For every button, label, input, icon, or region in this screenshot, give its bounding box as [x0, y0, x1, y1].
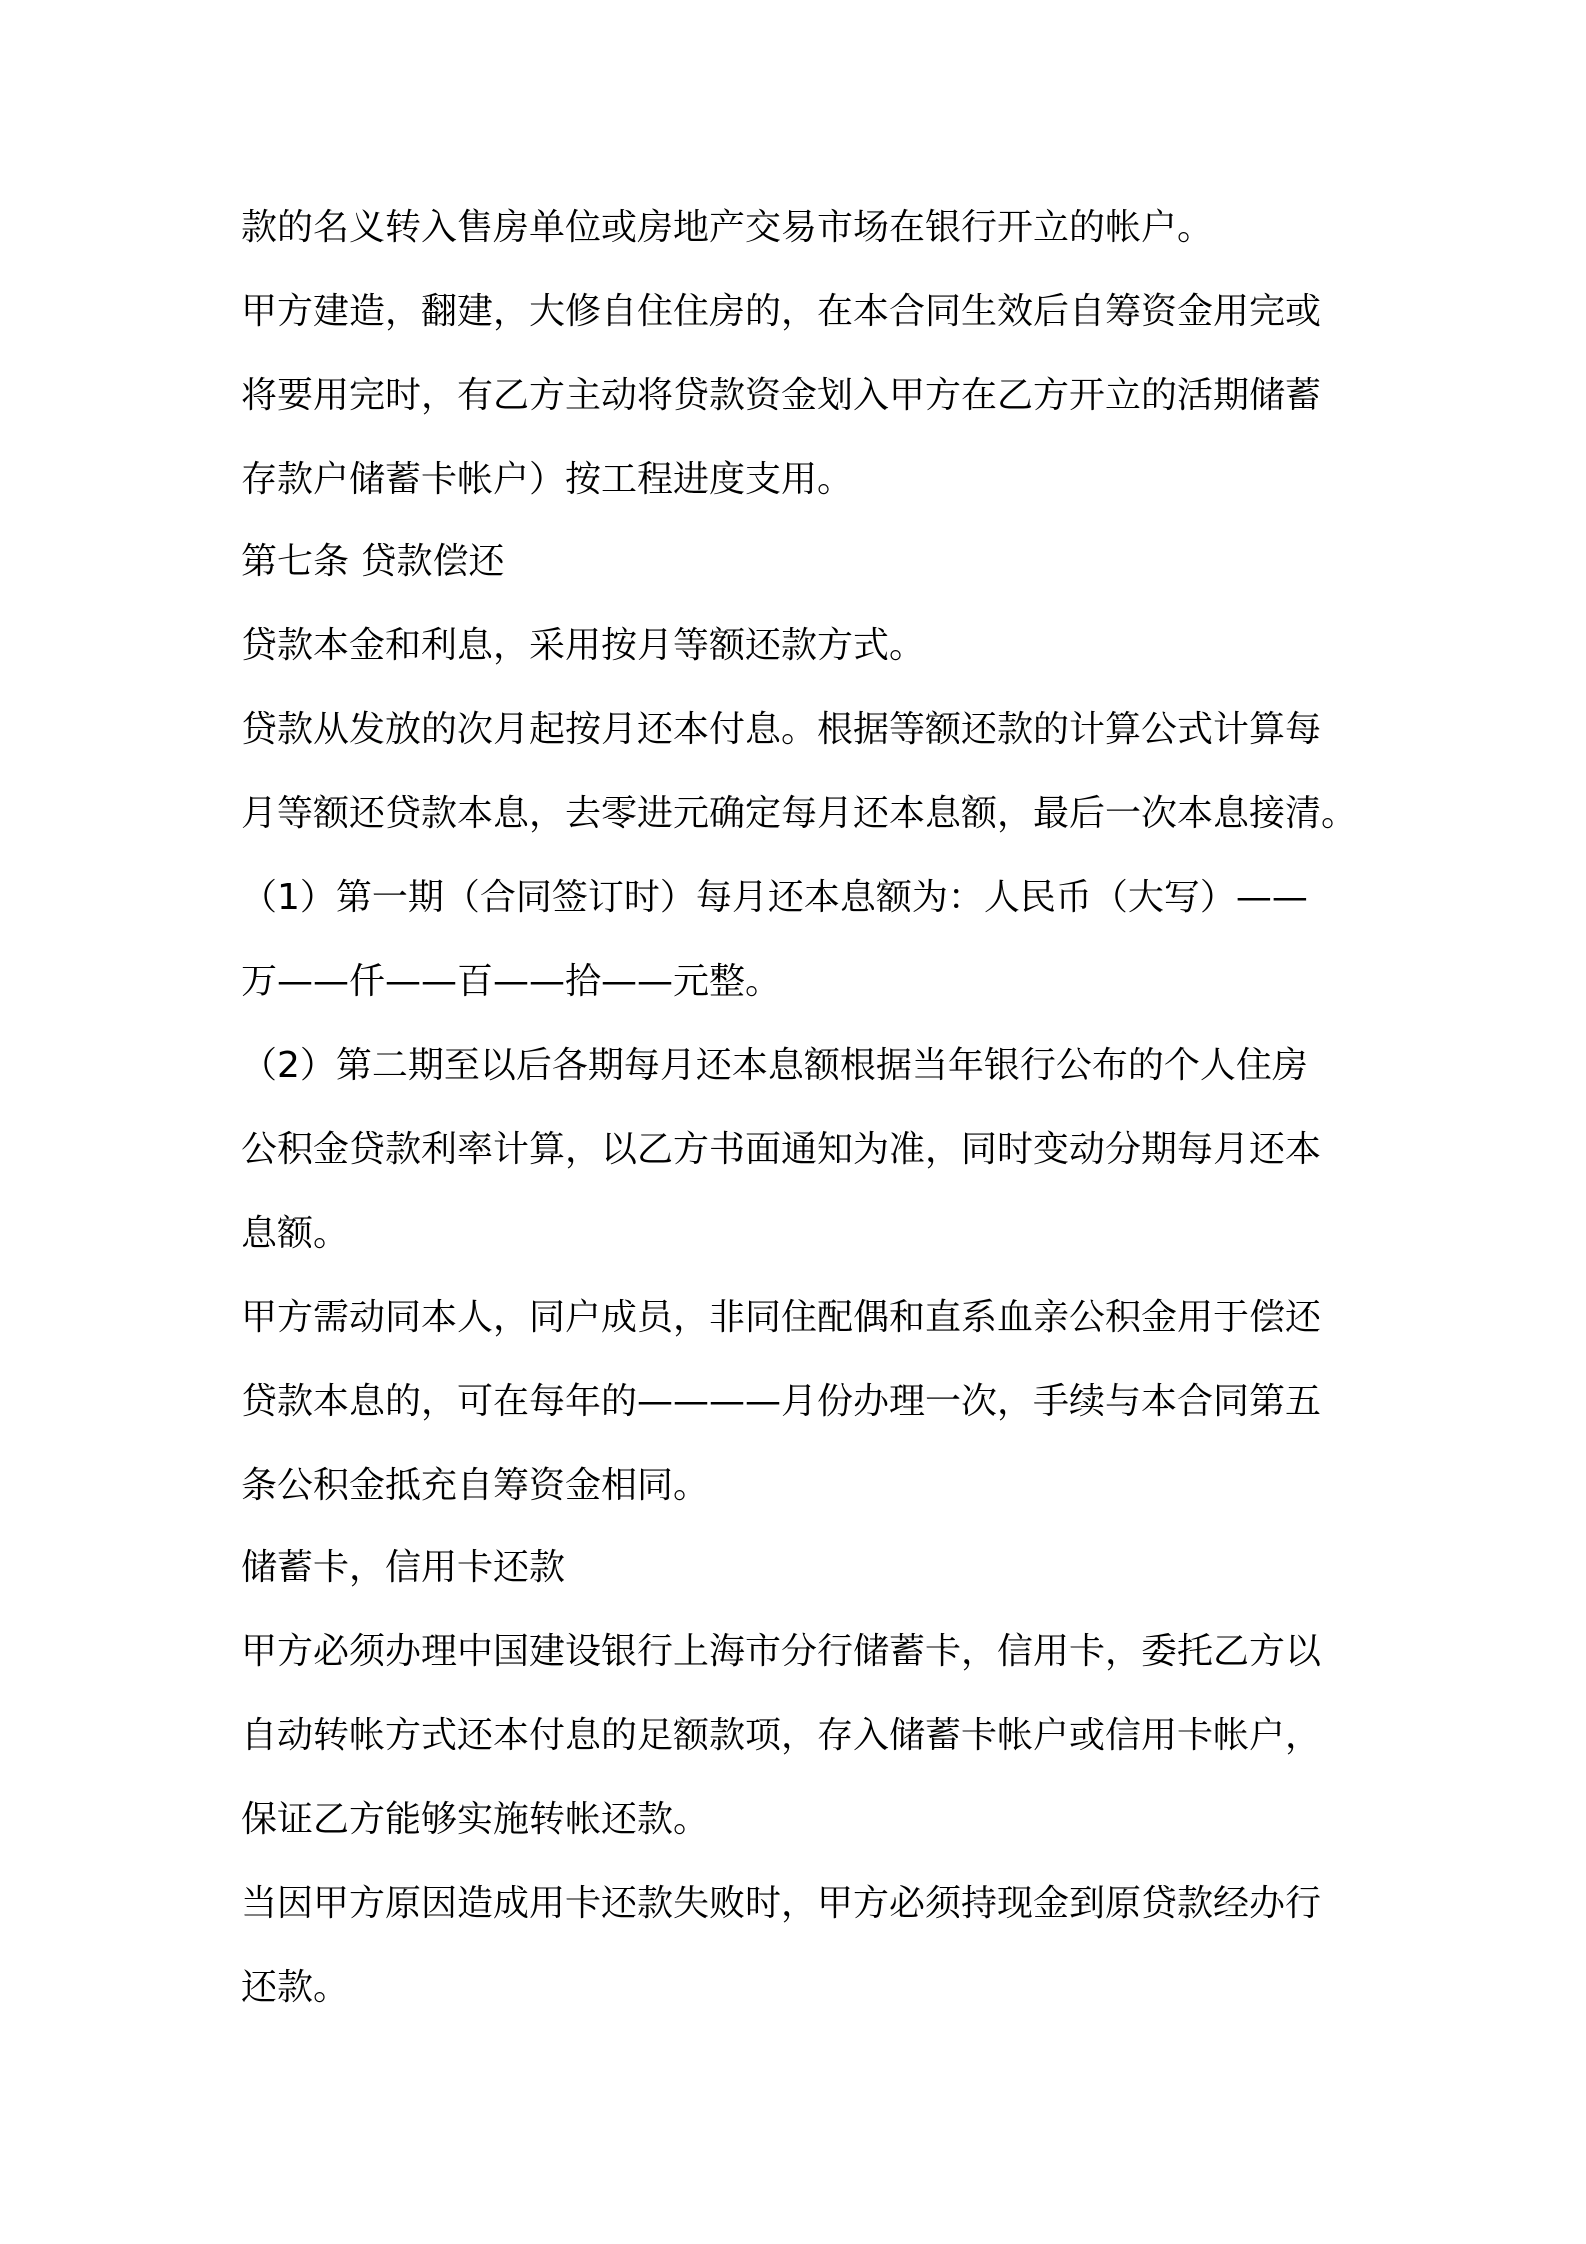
text-line: 保证乙方能够实施转帐还款。	[241, 1799, 710, 1840]
text-line: 还款。	[241, 1967, 350, 2008]
text-line: 万——仟——百——拾——元整。	[241, 961, 782, 1002]
text-line: （2）第二期至以后各期每月还本息额根据当年银行公布的个人住房	[241, 1045, 1308, 1086]
text-line: 存款户储蓄卡帐户）按工程进度支用。	[241, 459, 854, 500]
text-line: 款的名义转入售房单位或房地产交易市场在银行开立的帐户。	[241, 207, 1214, 248]
section-heading: 第七条 贷款偿还	[241, 541, 505, 582]
text-line: 贷款从发放的次月起按月还本付息。根据等额还款的计算公式计算每	[241, 709, 1322, 750]
text-line: 贷款本金和利息，采用按月等额还款方式。	[241, 625, 926, 666]
text-line: 月等额还贷款本息，去零进元确定每月还本息额，最后一次本息接清。	[241, 793, 1358, 834]
text-line: 自动转帐方式还本付息的足额款项，存入储蓄卡帐户或信用卡帐户，	[241, 1715, 1322, 1756]
text-line: 将要用完时，有乙方主动将贷款资金划入甲方在乙方开立的活期储蓄	[241, 375, 1322, 416]
text-line: 当因甲方原因造成用卡还款失败时，甲方必须持现金到原贷款经办行	[241, 1883, 1322, 1924]
text-line: 息额。	[241, 1213, 350, 1254]
section-heading: 储蓄卡，信用卡还款	[241, 1547, 566, 1588]
text-line: 公积金贷款利率计算，以乙方书面通知为准，同时变动分期每月还本	[241, 1129, 1322, 1170]
text-line: 甲方建造，翻建，大修自住住房的，在本合同生效后自筹资金用完或	[241, 291, 1322, 332]
text-line: 条公积金抵充自筹资金相同。	[241, 1465, 710, 1506]
text-line: 甲方必须办理中国建设银行上海市分行储蓄卡，信用卡，委托乙方以	[241, 1631, 1322, 1672]
text-line: 贷款本息的，可在每年的————月份办理一次，手续与本合同第五	[241, 1381, 1322, 1422]
text-line: （1）第一期（合同签订时）每月还本息额为：人民币（大写）——	[241, 877, 1308, 918]
text-line: 甲方需动同本人，同户成员，非同住配偶和直系血亲公积金用于偿还	[241, 1297, 1322, 1338]
